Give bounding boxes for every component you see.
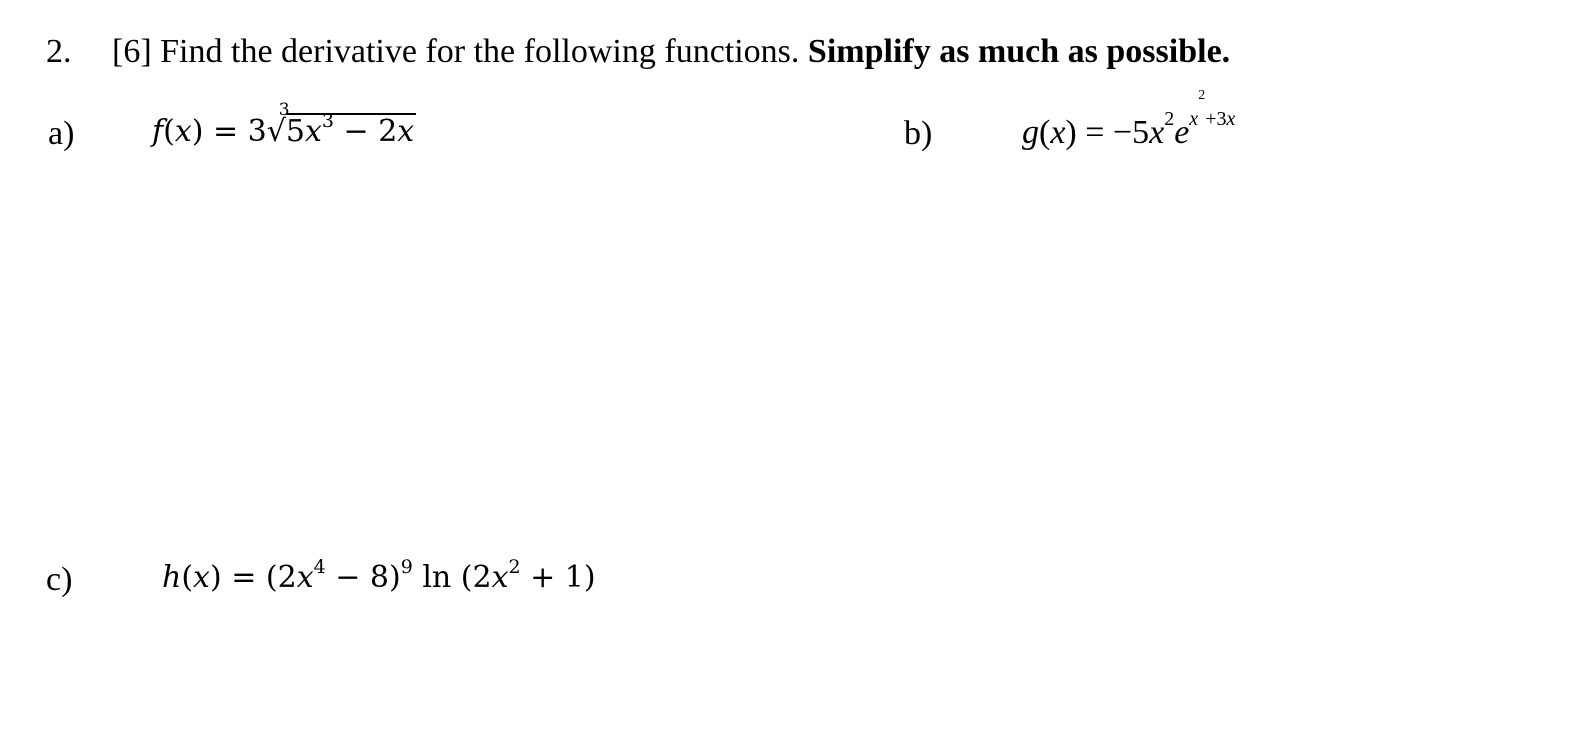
fn-name: h bbox=[162, 560, 182, 595]
question-emphasis: Simplify as much as possible. bbox=[807, 33, 1231, 70]
exponent: 2 bbox=[1164, 108, 1175, 130]
exponent: 3 bbox=[321, 110, 334, 132]
part-b-label: b) bbox=[904, 115, 933, 152]
part-a-expression: f(x) = 3 3 $√5x^3 - 2x$ bbox=[152, 112, 416, 152]
variable: x bbox=[304, 114, 322, 149]
exponent: 2 bbox=[508, 556, 521, 578]
variable: x bbox=[174, 114, 192, 149]
variable: x bbox=[491, 560, 509, 595]
variable: x bbox=[296, 560, 314, 595]
euler-e: e bbox=[1174, 114, 1190, 151]
variable: x bbox=[1189, 108, 1199, 130]
variable: x bbox=[193, 560, 210, 595]
question-instructions bbox=[112, 32, 1230, 72]
question-text: [6] Find the derivative for the following functions. bbox=[112, 33, 808, 70]
variable: x bbox=[1226, 108, 1236, 130]
equals-coefficient: = 3 bbox=[203, 114, 267, 149]
variable: x bbox=[1050, 114, 1066, 151]
exponent: 9 bbox=[400, 556, 413, 578]
root-index: 3 bbox=[278, 100, 290, 120]
part-c-expression: $h(x) = (2x^4 - 8)^9$ $\ln (2x^2 + 1)$ bbox=[162, 556, 596, 595]
radicand bbox=[285, 110, 416, 152]
part-c-label: c) bbox=[46, 561, 73, 598]
question-number: 2. bbox=[46, 33, 72, 70]
fn-name: f bbox=[152, 114, 164, 149]
exponent: 4 bbox=[313, 556, 326, 578]
equals-coefficient: = −5 bbox=[1076, 114, 1150, 151]
exponent: 2 bbox=[1198, 88, 1206, 103]
term: − 8) bbox=[325, 560, 401, 595]
radical-sign: √ bbox=[266, 114, 286, 149]
part-a-label: a) bbox=[48, 115, 75, 152]
e-exponent bbox=[1189, 88, 1236, 130]
ln-open: ln (2 bbox=[412, 560, 492, 595]
exponent-term: +3 bbox=[1205, 108, 1227, 130]
radicand-term: − 2 bbox=[334, 114, 398, 149]
part-b-expression: $g(x) = -5x^2e^{x^2+3x}$ bbox=[1022, 88, 1236, 151]
equals-open: = (2 bbox=[221, 560, 297, 595]
fn-name: g bbox=[1022, 114, 1039, 151]
term-close: + 1) bbox=[520, 560, 596, 595]
variable: x bbox=[1149, 114, 1165, 151]
radicand-coefficient: 5 bbox=[285, 114, 305, 149]
variable: x bbox=[397, 114, 415, 149]
